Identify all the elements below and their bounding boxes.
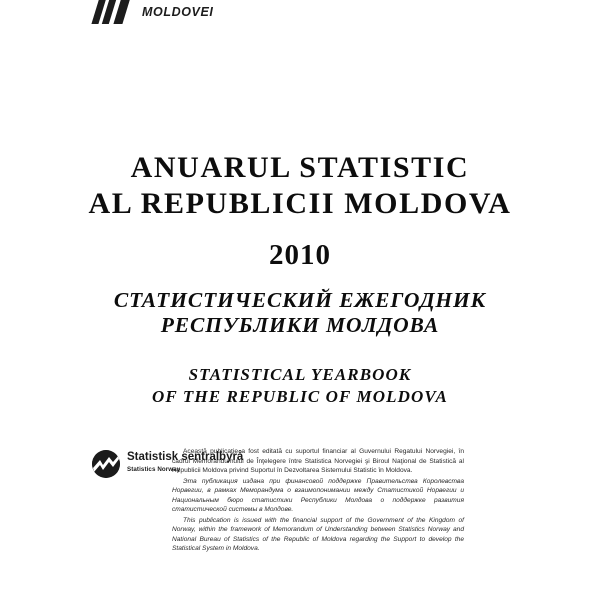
funding-note-romanian: Această publicaţie a fost editată cu suportul financiar al Guvernului Regatului Norvegiei, în cadrul Memorandumului de Înţelegere între Statistica Norvegiei şi Biroul Naţional de Statistică al Republicii Moldova privind Suportul în Dezvoltarea Sistemului Statistic în Moldova. (172, 448, 464, 475)
page-title-romanian (0, 150, 600, 222)
ssb-name-english: Statistics Norway (127, 466, 181, 473)
masthead-logo-band (0, 0, 600, 34)
funding-notes (172, 447, 464, 554)
funding-note-english: This publication is issued with the financial support of the Government of the Kingdom of Norway, within the framework of Memorandum of Understanding between Statistics Norway and National Bureau of Statistics of the Republic of Moldova regarding the Support to develop the Statistical System in Moldova. (172, 516, 464, 553)
page-title-romanian-line1: ANUARUL STATISTIC (130, 151, 470, 184)
statistics-norway-logo (0, 447, 244, 478)
page-title-russian (0, 288, 600, 338)
page-title-english-line2: OF THE REPUBLIC OF MOLDOVA (152, 387, 448, 406)
funding-credit-block (0, 447, 600, 554)
page-title-english-line1: STATISTICAL YEARBOOK (188, 365, 412, 384)
ssb-name-norwegian: Statistisk sentralbyrå (127, 451, 244, 463)
page-title-russian-line2: РЕСПУБЛИКИ МОЛДОВА (160, 313, 440, 337)
masthead-logo (94, 0, 213, 24)
page-title-romanian-line2: AL REPUBLICII MOLDOVA (88, 187, 512, 220)
ssb-lightning-circle-icon (92, 450, 120, 478)
masthead-wordmark: MOLDOVEI (142, 5, 214, 19)
funding-note-russian: Эта публикация издана при финансовой поддержке Правительства Королевства Норвегии, в рамках Меморандума о взаимопонимании между Статистикой Норвегии и Национальным бюро статистики Республики Молдова о поддержке развития статистической системы в Молдове. (172, 477, 464, 514)
cover-title-block (0, 150, 600, 408)
cover-year: 2010 (269, 239, 331, 271)
page-title-english (0, 364, 600, 408)
page-title-russian-line1: СТАТИСТИЧЕСКИЙ ЕЖЕГОДНИК (113, 288, 487, 312)
bns-moldova-bars-icon (94, 0, 134, 24)
